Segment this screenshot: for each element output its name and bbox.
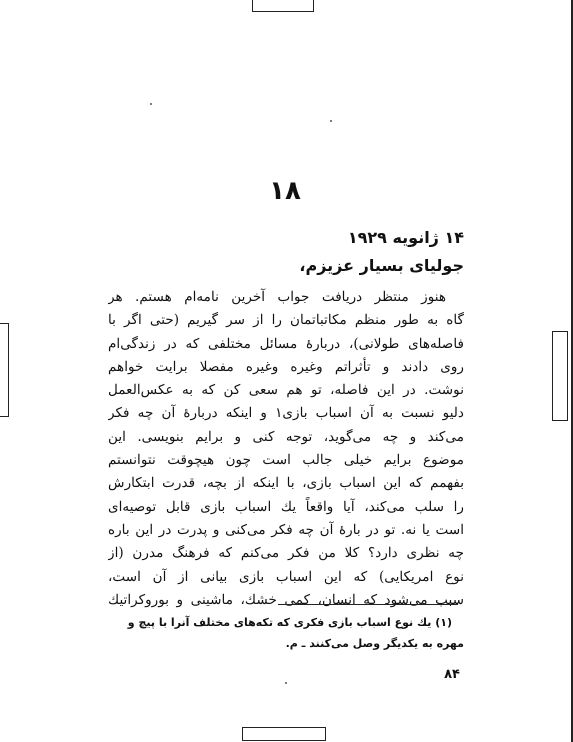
body-line: هنوز منتظر دریافت جواب آخرین نامه‌ام هستم. هر [108,289,446,305]
scan-frame-left [0,323,9,417]
body-line: را سلب می‌کند، آیا واقعاً یك اسباب بازی قابل توصیه‌ای [108,498,464,515]
body-line: چه نظری دارد؟ کلا من فکر می‌کنم که فرهنگ مدرن (از [108,545,464,562]
letter-date: ۱۴ ژانویه ۱۹۲۹ [347,228,464,247]
body-line: می‌کند و چه می‌گوید، توجه کنی و برایم بنویسی. این [108,428,464,445]
body-line: است یا نه. تو در بارهٔ آن چه فکر می‌کنی و پدرت در این باره [108,521,464,538]
document-page [100,0,470,742]
page-number: ۸۴ [444,667,460,682]
body-line: روی دادند و تأثراتم وغیره وغیره مفصلا برایت خواهم [108,358,464,375]
footnote-line: مهره به یکدیگر وصل می‌کنند ـ م. [285,637,464,650]
body-line: بفهمم که این اسباب بازی، با اینکه از بچه، قدرت ابتکارش [108,475,464,492]
footnote [108,612,464,654]
body-line: دلیو نسبت به آن اسباب بازی۱ و اینکه دربارهٔ آن چه فکر [108,405,464,422]
body-line: گاه به طور منظم مکاتباتمان را از سر گیریم (حتی اگر با [108,312,464,329]
scan-frame-right [552,331,568,421]
letter-body [108,286,464,612]
footnote-rule [278,604,458,605]
body-line: نوع امریکایی) که این اسباب بازی بیانی از آن است، [108,568,464,585]
body-line: فاصله‌های طولانی)، دربارهٔ مسائل مختلفی که در زندگی‌ام [108,335,464,352]
body-line: سبب می‌شود که انسان، کمی خشك، ماشینی و بوروکراتیك [108,591,464,608]
footnote-line: (۱) یك نوع اسباب بازی فکری که تکه‌های مختلف آنرا با پیچ و [127,616,452,629]
letter-salutation: جولیای بسیار عزیزم، [299,256,464,275]
body-line: موضوع برایم خیلی جالب است چون هیچوقت نتوانستم [108,452,464,469]
chapter-number: ۱۸ [269,176,301,206]
body-line: نوشت. در این فاصله، تو هم سعی کن که به عکس‌العمل [108,382,464,399]
